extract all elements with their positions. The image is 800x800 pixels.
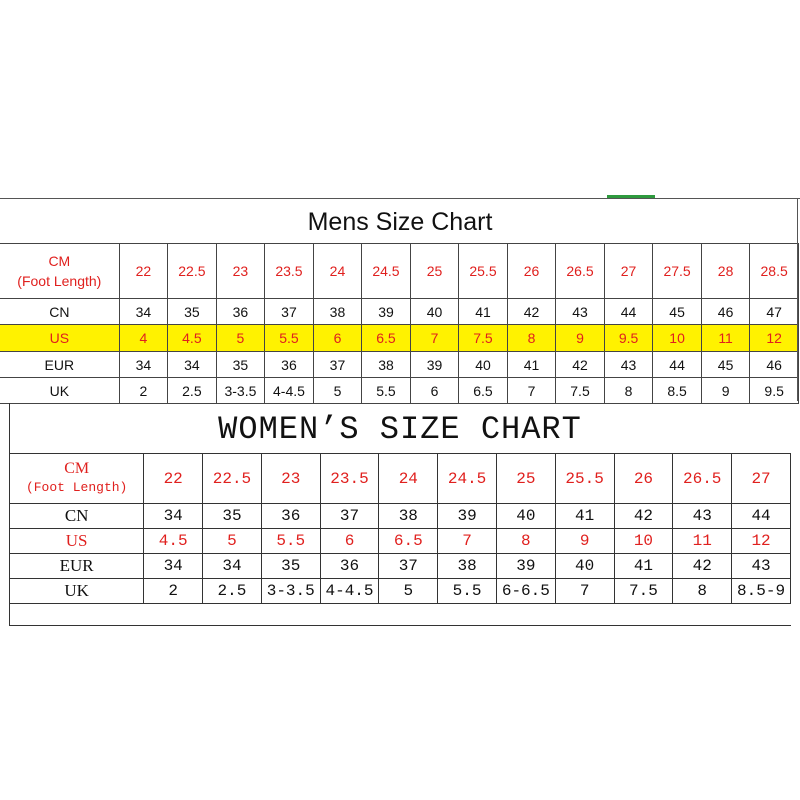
mens-size-cell: 11 xyxy=(701,325,749,352)
womens-size-cell: 22.5 xyxy=(203,454,262,504)
mens-size-cell: 39 xyxy=(362,299,411,325)
mens-size-cell: 40 xyxy=(410,299,458,325)
womens-row-uk xyxy=(10,579,791,604)
womens-size-cell: 34 xyxy=(144,554,203,579)
mens-size-cell: 24.5 xyxy=(362,244,411,299)
mens-size-cell: 9 xyxy=(556,325,605,352)
womens-size-cell: 7 xyxy=(438,529,497,554)
mens-eur-label: EUR xyxy=(0,352,119,378)
mens-size-chart xyxy=(0,198,800,401)
mens-size-cell: 4.5 xyxy=(168,325,217,352)
mens-size-cell: 2 xyxy=(119,378,167,404)
mens-size-cell: 4-4.5 xyxy=(265,378,314,404)
mens-size-cell: 38 xyxy=(313,299,361,325)
mens-size-table xyxy=(0,243,799,404)
mens-size-cell: 40 xyxy=(459,352,508,378)
womens-row-cn xyxy=(10,504,791,529)
mens-size-cell: 8.5 xyxy=(653,378,702,404)
womens-size-cell: 6-6.5 xyxy=(496,579,555,604)
womens-size-cell: 34 xyxy=(144,504,203,529)
womens-size-cell: 4-4.5 xyxy=(320,579,379,604)
mens-chart-title: Mens Size Chart xyxy=(307,208,493,236)
mens-size-cell: 7 xyxy=(507,378,555,404)
womens-row-us xyxy=(10,529,791,554)
mens-size-cell: 39 xyxy=(410,352,458,378)
womens-size-cell: 25 xyxy=(496,454,555,504)
womens-size-cell: 22 xyxy=(144,454,203,504)
mens-size-cell: 27.5 xyxy=(653,244,702,299)
womens-size-cell: 40 xyxy=(496,504,555,529)
womens-size-cell: 6.5 xyxy=(379,529,438,554)
womens-size-cell: 42 xyxy=(673,554,732,579)
mens-size-cell: 34 xyxy=(119,352,167,378)
mens-cn-label: CN xyxy=(0,299,119,325)
mens-size-cell: 8 xyxy=(507,325,555,352)
mens-size-cell: 5.5 xyxy=(265,325,314,352)
womens-size-cell: 27 xyxy=(732,454,791,504)
mens-size-cell: 44 xyxy=(604,299,652,325)
womens-size-cell: 43 xyxy=(673,504,732,529)
mens-size-cell: 36 xyxy=(216,299,264,325)
womens-size-cell: 44 xyxy=(732,504,791,529)
womens-cn-label: CN xyxy=(10,504,144,529)
womens-size-cell: 24 xyxy=(379,454,438,504)
mens-size-cell: 42 xyxy=(556,352,605,378)
womens-size-cell: 8 xyxy=(496,529,555,554)
womens-cm-label xyxy=(10,454,144,504)
womens-size-cell: 43 xyxy=(732,554,791,579)
womens-size-cell: 26.5 xyxy=(673,454,732,504)
mens-row-cm xyxy=(0,244,799,299)
mens-size-cell: 7.5 xyxy=(556,378,605,404)
mens-size-cell: 22 xyxy=(119,244,167,299)
womens-size-cell: 6 xyxy=(320,529,379,554)
mens-size-cell: 22.5 xyxy=(168,244,217,299)
mens-cm-label-line1: CM xyxy=(48,253,71,269)
womens-size-cell: 36 xyxy=(320,554,379,579)
womens-size-cell: 35 xyxy=(203,504,262,529)
mens-size-cell: 35 xyxy=(168,299,217,325)
mens-size-cell: 6 xyxy=(313,325,361,352)
mens-size-cell: 35 xyxy=(216,352,264,378)
mens-row-us xyxy=(0,325,799,352)
mens-size-cell: 46 xyxy=(701,299,749,325)
mens-size-cell: 43 xyxy=(604,352,652,378)
womens-chart-title: WOMEN’S SIZE CHART xyxy=(218,411,582,448)
mens-size-cell: 34 xyxy=(119,299,167,325)
mens-row-eur xyxy=(0,352,799,378)
mens-size-cell: 44 xyxy=(653,352,702,378)
mens-row-uk xyxy=(0,378,799,404)
womens-size-cell: 42 xyxy=(614,504,673,529)
mens-size-cell: 38 xyxy=(362,352,411,378)
womens-size-cell: 23 xyxy=(261,454,320,504)
mens-size-cell: 6 xyxy=(410,378,458,404)
mens-size-cell: 5 xyxy=(313,378,361,404)
womens-size-cell: 5 xyxy=(379,579,438,604)
womens-panel-bottom-border xyxy=(9,625,791,626)
womens-size-cell: 36 xyxy=(261,504,320,529)
mens-size-cell: 37 xyxy=(265,299,314,325)
mens-size-cell: 5.5 xyxy=(362,378,411,404)
mens-cm-label xyxy=(0,244,119,299)
womens-size-cell: 2 xyxy=(144,579,203,604)
mens-size-cell: 37 xyxy=(313,352,361,378)
womens-size-cell: 2.5 xyxy=(203,579,262,604)
mens-panel-right-border xyxy=(797,199,798,401)
womens-size-cell: 5.5 xyxy=(261,529,320,554)
womens-size-cell: 39 xyxy=(496,554,555,579)
womens-size-cell: 38 xyxy=(438,554,497,579)
mens-size-cell: 7 xyxy=(410,325,458,352)
mens-size-cell: 10 xyxy=(653,325,702,352)
mens-size-cell: 36 xyxy=(265,352,314,378)
mens-size-cell: 12 xyxy=(750,325,799,352)
mens-size-cell: 23 xyxy=(216,244,264,299)
womens-size-cell: 10 xyxy=(614,529,673,554)
mens-size-cell: 9.5 xyxy=(750,378,799,404)
womens-size-cell: 39 xyxy=(438,504,497,529)
mens-size-cell: 27 xyxy=(604,244,652,299)
womens-size-cell: 3-3.5 xyxy=(261,579,320,604)
mens-size-cell: 9 xyxy=(701,378,749,404)
mens-us-label: US xyxy=(0,325,119,352)
mens-size-cell: 24 xyxy=(313,244,361,299)
mens-size-cell: 45 xyxy=(653,299,702,325)
mens-size-cell: 45 xyxy=(701,352,749,378)
womens-cm-label-line2: (Foot Length) xyxy=(25,480,128,495)
mens-size-cell: 3-3.5 xyxy=(216,378,264,404)
womens-size-cell: 8 xyxy=(673,579,732,604)
mens-size-cell: 28.5 xyxy=(750,244,799,299)
mens-size-cell: 7.5 xyxy=(459,325,508,352)
mens-size-cell: 34 xyxy=(168,352,217,378)
womens-size-cell: 5.5 xyxy=(438,579,497,604)
mens-size-cell: 2.5 xyxy=(168,378,217,404)
womens-size-chart xyxy=(9,403,791,625)
womens-size-cell: 5 xyxy=(203,529,262,554)
womens-size-cell: 8.5-9 xyxy=(732,579,791,604)
mens-size-cell: 41 xyxy=(507,352,555,378)
womens-row-cm xyxy=(10,454,791,504)
mens-size-cell: 28 xyxy=(701,244,749,299)
womens-eur-label: EUR xyxy=(10,554,144,579)
mens-size-cell: 5 xyxy=(216,325,264,352)
womens-size-cell: 34 xyxy=(203,554,262,579)
womens-size-cell: 23.5 xyxy=(320,454,379,504)
mens-size-cell: 6.5 xyxy=(459,378,508,404)
womens-us-label: US xyxy=(10,529,144,554)
womens-row-eur xyxy=(10,554,791,579)
womens-size-cell: 11 xyxy=(673,529,732,554)
womens-size-cell: 26 xyxy=(614,454,673,504)
womens-size-cell: 12 xyxy=(732,529,791,554)
mens-size-cell: 26.5 xyxy=(556,244,605,299)
mens-size-cell: 9.5 xyxy=(604,325,652,352)
womens-size-cell: 7 xyxy=(555,579,614,604)
mens-cm-label-line2: (Foot Length) xyxy=(17,273,102,289)
womens-size-cell: 37 xyxy=(320,504,379,529)
mens-row-cn xyxy=(0,299,799,325)
mens-size-cell: 41 xyxy=(459,299,508,325)
mens-uk-label: UK xyxy=(0,378,119,404)
womens-size-cell: 41 xyxy=(555,504,614,529)
womens-size-cell: 37 xyxy=(379,554,438,579)
womens-size-cell: 41 xyxy=(614,554,673,579)
womens-size-cell: 9 xyxy=(555,529,614,554)
mens-size-cell: 4 xyxy=(119,325,167,352)
womens-size-cell: 40 xyxy=(555,554,614,579)
womens-size-cell: 24.5 xyxy=(438,454,497,504)
womens-size-cell: 35 xyxy=(261,554,320,579)
mens-size-cell: 43 xyxy=(556,299,605,325)
mens-size-cell: 6.5 xyxy=(362,325,411,352)
womens-uk-label: UK xyxy=(10,579,144,604)
womens-size-cell: 38 xyxy=(379,504,438,529)
mens-size-cell: 42 xyxy=(507,299,555,325)
mens-size-cell: 23.5 xyxy=(265,244,314,299)
womens-cm-label-line1: CM xyxy=(64,460,90,477)
womens-size-cell: 25.5 xyxy=(555,454,614,504)
mens-size-cell: 25.5 xyxy=(459,244,508,299)
mens-size-cell: 8 xyxy=(604,378,652,404)
womens-size-table xyxy=(9,453,791,604)
mens-size-cell: 25 xyxy=(410,244,458,299)
womens-size-cell: 7.5 xyxy=(614,579,673,604)
mens-size-cell: 46 xyxy=(750,352,799,378)
mens-size-cell: 47 xyxy=(750,299,799,325)
womens-size-cell: 4.5 xyxy=(144,529,203,554)
mens-size-cell: 26 xyxy=(507,244,555,299)
